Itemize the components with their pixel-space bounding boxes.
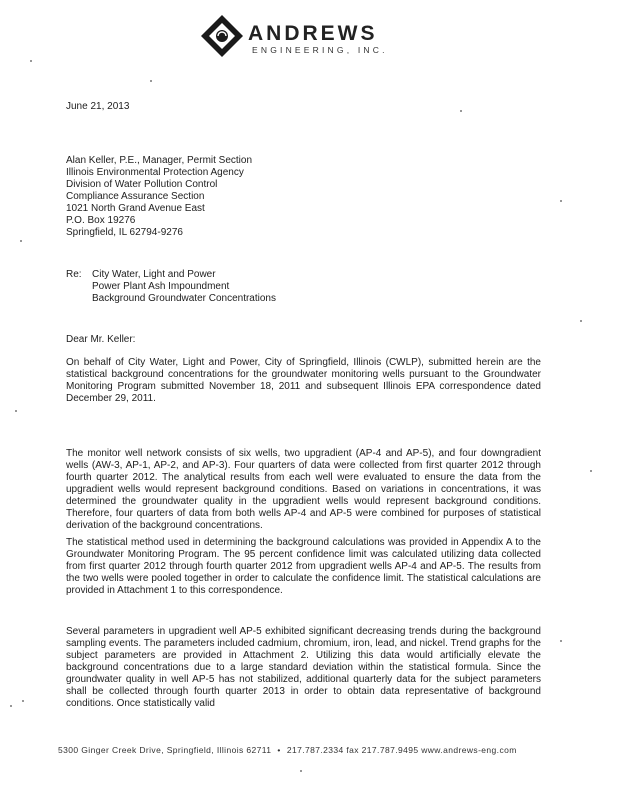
- scan-speck: [580, 320, 582, 322]
- recipient-line: Springfield, IL 62794-9276: [66, 227, 183, 238]
- andrews-diamond-logo-icon: [200, 14, 244, 58]
- body-paragraph: On behalf of City Water, Light and Power, City of Springfield, Illinois (CWLP), submitted herein are the statistical background concentrations for the groundwater monitoring wells pursuant to the Groundwater Monitoring Program submitted November 18, 2011 and subsequent Illinois EPA correspondence dated December 29, 2011.: [66, 357, 541, 404]
- letter-footer: [58, 745, 517, 755]
- scan-speck: [590, 470, 592, 472]
- recipient-line: Compliance Assurance Section: [66, 191, 205, 202]
- body-paragraph: The statistical method used in determining the background calculations was provided in Appendix A to the Groundwater Monitoring Program. The 95 percent confidence limit was calculated utilizing data collected from first quarter 2012 through fourth quarter 2012 from upgradient wells AP-4 and AP-5. The results from the two wells were pooled together in order to calculate the confidence limit. The statistical calculations are provided in Attachment 1 to this correspondence.: [66, 537, 541, 596]
- subject-line: City Water, Light and Power: [92, 269, 216, 280]
- scan-speck: [20, 240, 22, 242]
- scan-speck: [30, 60, 32, 62]
- recipient-address: [66, 155, 252, 239]
- scan-speck: [15, 410, 17, 412]
- subject-line: Background Groundwater Concentrations: [92, 293, 276, 304]
- body-paragraph: The monitor well network consists of six wells, two upgradient (AP-4 and AP-5), and four downgradient wells (AW-3, AP-1, AP-2, and AP-3). Four quarters of data were collected from first quarter 2012 through fourth quarter 2012. The analytical results from each well were evaluated to ensure the data from the upgradient wells would represent background conditions. Based on variations in concentrations, it was determined the groundwater quality in the upgradient wells would represent background conditions. Therefore, four quarters of data from both wells AP-4 and AP-5 were combined for purposes of statistical derivation of the background concentrations.: [66, 448, 541, 531]
- footer-bullet-icon: •: [277, 745, 281, 755]
- scan-speck: [560, 640, 562, 642]
- recipient-line: P.O. Box 19276: [66, 215, 136, 226]
- scan-speck: [10, 705, 12, 707]
- scan-speck: [150, 80, 152, 82]
- salutation: Dear Mr. Keller:: [66, 334, 136, 345]
- letter-date: June 21, 2013: [66, 101, 130, 112]
- subject-label: Re:: [66, 269, 82, 280]
- recipient-line: Illinois Environmental Protection Agency: [66, 167, 244, 178]
- subject-lines: [92, 269, 276, 305]
- footer-address: 5300 Ginger Creek Drive, Springfield, Illinois 62711: [58, 745, 272, 755]
- recipient-line: Division of Water Pollution Control: [66, 179, 218, 190]
- body-paragraph: Several parameters in upgradient well AP-5 exhibited significant decreasing trends during the background sampling events. The parameters included cadmium, chromium, iron, lead, and nickel. Trend graphs for the subject parameters are provided in Attachment 2. Utilizing this data would artificially elevate the background concentrations due to a large standard deviation within the statistical formula. Since the groundwater quality in well AP-5 has not stabilized, additional quarterly data for the subject parameters shall be collected through fourth quarter 2013 in order to obtain data representative of background conditions. Once statistically valid: [66, 626, 541, 709]
- scan-speck: [300, 770, 302, 772]
- company-subtitle: ENGINEERING, INC.: [252, 45, 388, 55]
- scan-speck: [460, 110, 462, 112]
- scan-speck: [22, 700, 24, 702]
- scan-speck: [560, 200, 562, 202]
- recipient-line: 1021 North Grand Avenue East: [66, 203, 205, 214]
- subject-line: Power Plant Ash Impoundment: [92, 281, 230, 292]
- company-logo: [196, 14, 406, 62]
- recipient-line: Alan Keller, P.E., Manager, Permit Section: [66, 155, 253, 166]
- footer-contact: 217.787.2334 fax 217.787.9495 www.andrews-eng.com: [286, 745, 517, 755]
- company-name: ANDREWS: [248, 22, 378, 45]
